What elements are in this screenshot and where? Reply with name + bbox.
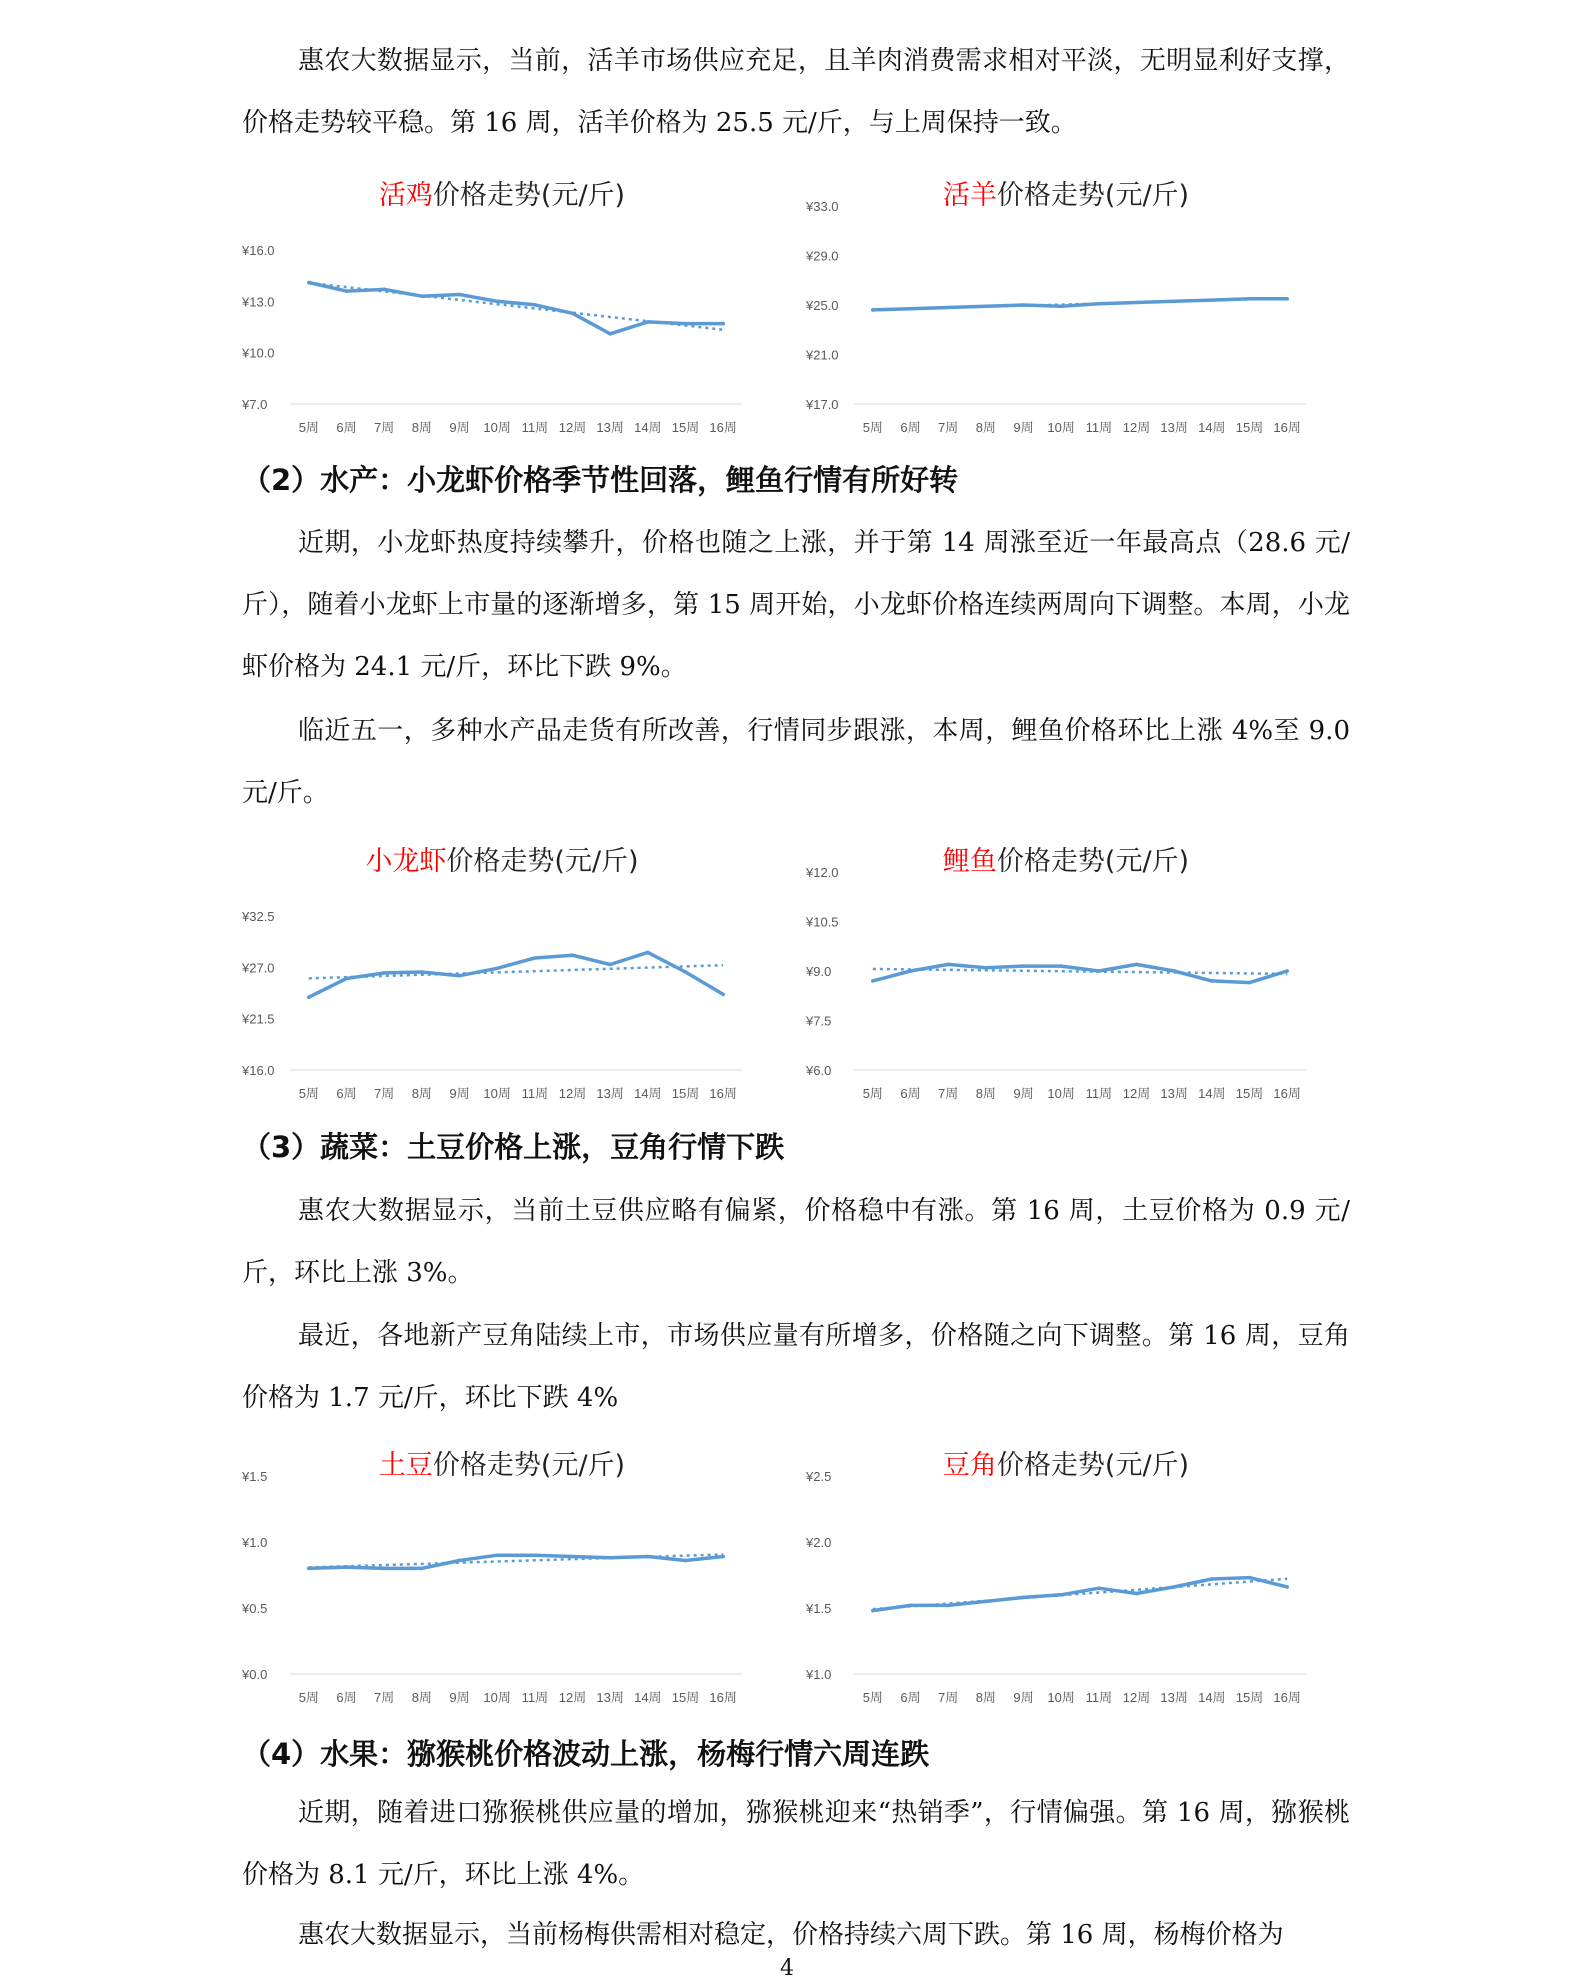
paragraph-sheep: 惠农大数据显示，当前，活羊市场供应充足，且羊肉消费需求相对平淡，无明显利好支撑，价格走势较平稳。第 16 周，活羊价格为 25.5 元/斤，与上周保持一致。 [242,46,1350,138]
data-point [1097,302,1101,306]
x-tick-label: 15周 [671,1086,700,1101]
y-tick-label: ¥13.0 [242,294,275,310]
price-series-line [309,1555,723,1568]
data-point [571,312,575,316]
data-point [533,303,537,307]
section-heading-fruit: （4）水果：猕猴桃价格波动上涨，杨梅行情六周连跌 [242,1737,930,1771]
x-tick-label: 12周 [558,420,587,435]
x-tick-label: 11周 [521,1690,549,1705]
chart-carp [806,838,1326,1110]
x-tick-label: 7周 [374,1086,395,1101]
data-point [946,306,950,310]
x-tick-label: 10周 [483,1690,511,1705]
data-point [571,953,575,957]
data-point [1059,964,1063,968]
x-tick-label: 9周 [449,1690,470,1705]
data-point [909,969,913,973]
x-tick-label: 12周 [558,1086,587,1101]
y-tick-label: ¥1.0 [242,1535,268,1550]
data-point [608,1556,612,1560]
y-tick-label: ¥9.0 [806,964,832,979]
data-point [608,963,612,967]
paragraph-bean: 最近，各地新产豆角陆续上市，市场供应量有所增多，价格随之向下调整。第 16 周，豆角价格为 1.7 元/斤，环比下跌 4% [242,1321,1350,1413]
x-tick-label: 14周 [634,1086,662,1101]
paragraph-crayfish: 近期，小龙虾热度持续攀升，价格也随之上涨，并于第 14 周涨至近一年最高点（28.6 元/斤），随着小龙虾上市量的逐渐增多，第 15 周开始，小龙虾价格连续两周向下调整。本周，小龙虾价格为 24.1 元/斤，环比下跌 9%。 [242,528,1350,682]
y-tick-label: ¥1.5 [242,1469,268,1484]
data-point [382,1567,386,1571]
x-tick-label: 12周 [558,1690,587,1705]
data-point [1210,298,1214,302]
x-tick-label: 15周 [1235,1086,1264,1101]
data-point [1022,1596,1026,1600]
x-tick-label: 14周 [634,420,662,435]
data-point [909,307,913,311]
x-tick-label: 16周 [1273,420,1301,435]
y-tick-label: ¥16.0 [242,243,275,258]
data-point [1022,303,1026,307]
data-point [420,294,424,298]
y-tick-label: ¥12.0 [806,865,839,880]
chart-title-rest: 价格走势(元/斤) [432,1450,626,1481]
data-point [1285,1585,1289,1589]
price-series-line [873,299,1287,310]
data-point [495,1553,499,1557]
data-point [984,966,988,970]
x-tick-label: 5周 [298,1690,319,1705]
y-tick-label: ¥25.0 [806,298,839,313]
paragraph-potato: 惠农大数据显示，当前土豆供应略有偏紧，价格稳中有涨。第 16 周，土豆价格为 0.9 元/斤，环比上涨 3%。 [242,1196,1350,1288]
section-heading-vegetables: （3）蔬菜：土豆价格上涨，豆角行情下跌 [242,1130,785,1164]
x-tick-label: 13周 [596,420,624,435]
data-point [1248,981,1252,985]
y-tick-label: ¥1.0 [806,1667,832,1682]
data-point [533,956,537,960]
data-point [1172,1585,1176,1589]
x-tick-label: 6周 [900,1086,921,1101]
x-tick-label: 5周 [862,1086,883,1101]
data-point [458,974,462,978]
chart-live-chicken [242,172,762,444]
paragraph-kiwi: 近期，随着进口猕猴桃供应量的增加，猕猴桃迎来“热销季”，行情偏强。第 16 周，猕猴桃价格为 8.1 元/斤，环比上涨 4%。 [242,1798,1350,1890]
x-tick-label: 5周 [298,420,319,435]
y-tick-label: ¥29.0 [806,248,839,264]
x-tick-label: 6周 [900,420,921,435]
y-tick-label: ¥2.0 [806,1535,832,1550]
x-tick-label: 8周 [411,1690,432,1705]
data-point [1135,301,1139,305]
chart-title-highlight: 豆角 [942,1450,997,1481]
x-tick-label: 13周 [1160,1086,1188,1101]
chart-title-rest: 价格走势(元/斤) [996,846,1190,877]
x-tick-label: 15周 [1235,1690,1264,1705]
x-tick-label: 7周 [374,420,395,435]
data-point [721,993,725,997]
price-series-line [309,952,723,997]
data-point [1097,969,1101,973]
x-tick-label: 7周 [938,1690,959,1705]
chart-title-highlight: 土豆 [378,1450,433,1481]
data-point [420,1567,424,1571]
page-number: 4 [780,1956,794,1981]
chart-title-highlight: 小龙虾 [365,846,447,877]
chart-crayfish [242,838,762,1110]
y-tick-label: ¥1.5 [806,1601,832,1616]
x-tick-label: 14周 [1198,1086,1226,1101]
data-point [1285,969,1289,973]
y-tick-label: ¥21.0 [806,347,839,363]
data-point [684,970,688,974]
data-point [984,304,988,308]
x-tick-label: 7周 [374,1690,395,1705]
data-point [984,1600,988,1604]
x-tick-label: 8周 [975,1086,996,1101]
data-point [382,288,386,292]
data-point [345,1565,349,1569]
data-point [1285,297,1289,301]
x-tick-label: 11周 [1085,1690,1113,1705]
data-point [382,971,386,975]
x-tick-label: 11周 [1085,1086,1113,1101]
x-tick-label: 9周 [1013,420,1034,435]
x-tick-label: 16周 [709,1690,737,1705]
chart-title-highlight: 活鸡 [378,180,433,211]
data-point [646,1555,650,1559]
y-tick-label: ¥7.5 [806,1013,832,1029]
data-point [1248,297,1252,301]
chart-bean [806,1442,1326,1714]
data-point [458,1559,462,1563]
x-tick-label: 8周 [411,420,432,435]
y-tick-label: ¥33.0 [806,199,839,214]
x-tick-label: 11周 [521,1086,549,1101]
data-point [871,979,875,983]
x-tick-label: 13周 [1160,1690,1188,1705]
data-point [1059,1593,1063,1597]
x-tick-label: 16周 [1273,1690,1301,1705]
x-tick-label: 8周 [975,1690,996,1705]
data-point [871,1609,875,1613]
chart-title-rest: 价格走势(元/斤) [432,180,626,211]
y-tick-label: ¥6.0 [806,1063,832,1078]
x-tick-label: 6周 [336,420,357,435]
data-point [307,281,311,285]
x-tick-label: 15周 [671,420,700,435]
data-point [946,963,950,967]
x-tick-label: 5周 [298,1086,319,1101]
y-tick-label: ¥10.0 [242,345,275,361]
chart-title [379,1450,625,1481]
x-tick-label: 10周 [1047,1086,1075,1101]
x-tick-label: 9周 [1013,1690,1034,1705]
chart-title [943,180,1189,211]
y-tick-label: ¥17.0 [806,397,839,412]
chart-live-sheep [806,172,1326,444]
data-point [345,977,349,981]
chart-title [365,846,638,877]
x-tick-label: 15周 [671,1690,700,1705]
x-tick-label: 14周 [1198,420,1226,435]
y-tick-label: ¥16.0 [242,1063,275,1078]
x-tick-label: 10周 [1047,420,1075,435]
chart-title-rest: 价格走势(元/斤) [996,180,1190,211]
data-point [1172,969,1176,973]
data-point [571,1555,575,1559]
y-tick-label: ¥21.5 [242,1011,275,1027]
chart-title-rest: 价格走势(元/斤) [996,1450,1190,1481]
x-tick-label: 6周 [336,1086,357,1101]
x-tick-label: 11周 [521,420,549,435]
data-point [721,1555,725,1559]
chart-title-highlight: 活羊 [942,180,997,211]
data-point [1059,304,1063,308]
data-point [307,995,311,999]
x-tick-label: 13周 [596,1086,624,1101]
data-point [1248,1576,1252,1580]
data-point [1210,1577,1214,1581]
chart-title [943,1450,1189,1481]
x-tick-label: 10周 [483,420,511,435]
x-tick-label: 11周 [1085,420,1113,435]
x-tick-label: 10周 [1047,1690,1075,1705]
x-tick-label: 9周 [449,420,470,435]
x-tick-label: 14周 [634,1690,662,1705]
y-tick-label: ¥2.5 [806,1469,832,1484]
x-tick-label: 5周 [862,1690,883,1705]
data-point [1135,963,1139,967]
data-point [533,1553,537,1557]
data-point [871,308,875,312]
x-tick-label: 16周 [1273,1086,1301,1101]
x-tick-label: 7周 [938,420,959,435]
price-series-line [309,283,723,334]
data-point [684,322,688,326]
data-point [946,1604,950,1608]
y-tick-label: ¥10.5 [806,914,839,930]
data-point [646,951,650,955]
y-tick-label: ¥27.0 [242,960,275,976]
x-tick-label: 14周 [1198,1690,1226,1705]
data-point [646,320,650,324]
x-tick-label: 16周 [709,420,737,435]
data-point [345,289,349,293]
chart-potato [242,1442,762,1714]
data-point [420,970,424,974]
x-tick-label: 15周 [1235,420,1264,435]
x-tick-label: 6周 [336,1690,357,1705]
data-point [684,1559,688,1563]
x-tick-label: 16周 [709,1086,737,1101]
x-tick-label: 9周 [449,1086,470,1101]
section-heading-aquatic: （2）水产：小龙虾价格季节性回落，鲤鱼行情有所好转 [242,463,959,497]
price-series-line [873,1578,1287,1611]
data-point [495,966,499,970]
x-tick-label: 6周 [900,1690,921,1705]
x-tick-label: 12周 [1122,420,1151,435]
chart-title [379,180,625,211]
x-tick-label: 12周 [1122,1690,1151,1705]
x-tick-label: 9周 [1013,1086,1034,1101]
x-tick-label: 8周 [975,420,996,435]
data-point [721,322,725,326]
x-tick-label: 13周 [1160,420,1188,435]
x-tick-label: 12周 [1122,1086,1151,1101]
chart-title-rest: 价格走势(元/斤) [446,846,639,877]
y-tick-label: ¥0.5 [242,1601,268,1616]
data-point [495,300,499,304]
paragraph-carp: 临近五一，多种水产品走货有所改善，行情同步跟涨，本周，鲤鱼价格环比上涨 4%至 9.0 元/斤。 [242,716,1350,808]
x-tick-label: 7周 [938,1086,959,1101]
paragraph-bayberry: 惠农大数据显示，当前杨梅供需相对稳定，价格持续六周下跌。第 16 周，杨梅价格为 [298,1920,1284,1950]
data-point [307,1567,311,1571]
data-point [458,293,462,297]
data-point [1097,1586,1101,1590]
data-point [1135,1592,1139,1596]
y-tick-label: ¥7.0 [242,397,268,412]
y-tick-label: ¥32.5 [242,909,275,924]
x-tick-label: 10周 [483,1086,511,1101]
data-point [1022,964,1026,968]
data-point [1210,979,1214,983]
data-point [608,332,612,336]
chart-title [943,846,1189,877]
x-tick-label: 13周 [596,1690,624,1705]
x-tick-label: 8周 [411,1086,432,1101]
x-tick-label: 5周 [862,420,883,435]
chart-title-highlight: 鲤鱼 [942,846,997,877]
data-point [909,1604,913,1608]
y-tick-label: ¥0.0 [242,1667,268,1682]
data-point [1172,299,1176,303]
